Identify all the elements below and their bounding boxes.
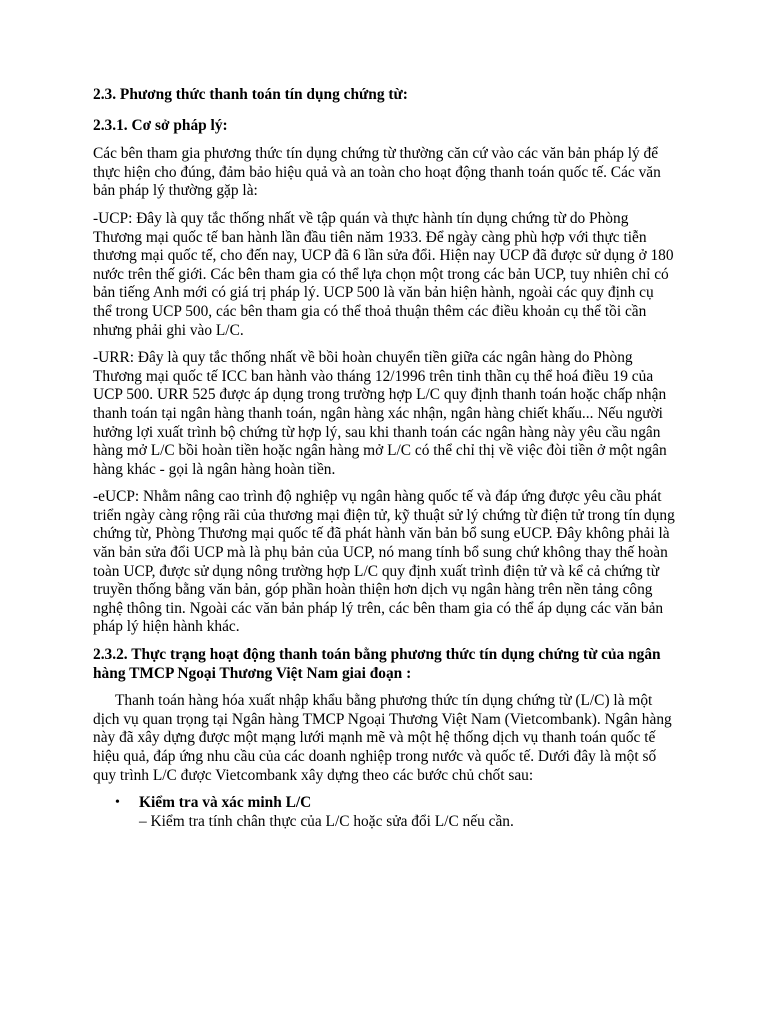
paragraph-eucp: -eUCP: Nhằm nâng cao trình độ nghiệp vụ ngân hàng quốc tế và đáp ứng được yêu cầu phát triển ngày càng rộng rãi của thương mại điện tử, kỹ thuật sử lý chứng từ điện tử trong tín dụng chứng từ, Phòng Thương mại quốc tế đã phát hành văn bản bổ sung eUCP. Đây không phải là văn bản sửa đổi UCP mà là phụ bản của UCP, nó mang tính bổ sung chứ không thay thế hoàn toàn UCP, được sử dụng nông trường hợp L/C quy định xuất trình điện tử và kể cả chứng từ truyền thống bằng văn bản, góp phần hoàn thiện hơn dịch vụ ngân hàng trên nền tảng công nghệ thông tin. Ngoài các văn bản pháp lý trên, các bên tham gia có thể áp dụng các văn bản pháp lý hiện hành khác.	[93, 488, 675, 636]
paragraph-vietcombank: Thanh toán hàng hóa xuất nhập khẩu bằng phương thức tín dụng chứng từ (L/C) là một dịch vụ quan trọng tại Ngân hàng TMCP Ngoại Thương Việt Nam (Vietcombank). Ngân hàng này đã xây dựng được một mạng lưới mạnh mẽ và một hệ thống dịch vụ thanh toán quốc tế hiệu quả, đáp ứng nhu cầu của các doanh nghiệp trong nước và quốc tế. Dưới đây là một số quy trình L/C được Vietcombank xây dựng theo các bước chủ chốt sau:	[93, 692, 672, 784]
subsection-heading-current-status: 2.3.2. Thực trạng hoạt động thanh toán bằng phương thức tín dụng chứng từ của ngân hàng TMCP Ngoại Thương Việt Nam giai đoạn :	[93, 646, 661, 682]
section-heading: 2.3. Phương thức thanh toán tín dụng chứng từ:	[93, 86, 408, 103]
list-item	[93, 794, 675, 831]
paragraph-urr: -URR: Đây là quy tắc thống nhất về bồi hoàn chuyển tiền giữa các ngân hàng do Phòng Thương mại quốc tế ICC ban hành vào tháng 12/1996 trên tinh thần cụ thể hoá điều 19 của UCP 500. URR 525 được áp dụng trong trường hợp L/C quy định thanh toán hoặc chấp nhận thanh toán tại ngân hàng thanh toán, ngân hàng xác nhận, ngân hàng chiết khấu... Nếu người hưởng lợi xuất trình bộ chứng từ hợp lý, sau khi thanh toán các ngân hàng này yêu cầu ngân hàng mở L/C bồi hoàn tiền hoặc ngân hàng mở L/C có thể chỉ thị về việc đòi tiền ở một ngân hàng khác - gọi là ngân hàng hoàn tiền.	[93, 349, 667, 478]
bullet-list	[93, 794, 675, 831]
subsection-heading-legal-basis: 2.3.1. Cơ sở pháp lý:	[93, 116, 228, 134]
bullet-title: Kiểm tra và xác minh L/C	[139, 794, 312, 812]
bullet-detail: – Kiểm tra tính chân thực của L/C hoặc sửa đổi L/C nếu cần.	[139, 812, 514, 830]
paragraph-intro: Các bên tham gia phương thức tín dụng chứng từ thường căn cứ vào các văn bản pháp lý để thực hiện cho đúng, đảm bảo hiệu quả và an toàn cho hoạt động thanh toán quốc tế. Các văn bản pháp lý thường gặp là:	[93, 145, 661, 200]
bullet-icon: •	[115, 795, 120, 811]
paragraph-ucp: -UCP: Đây là quy tắc thống nhất về tập quán và thực hành tín dụng chứng từ do Phòng Thương mại quốc tế ban hành lần đầu tiên năm 1933. Để ngày càng phù hợp với thực tiễn thương mại quốc tế, cho đến nay, UCP đã 6 lần sửa đổi. Hiện nay UCP đã được sử dụng ở 180 nước trên thế giới. Các bên tham gia có thể lựa chọn một trong các bản UCP, tuy nhiên chỉ có bản tiếng Anh mới có giá trị pháp lý. UCP 500 là văn bản hiện hành, ngoài các quy định cụ thể trong UCP 500, các bên tham gia có thể thoả thuận thêm các điều khoản cụ thể tồi cần nhưng phải ghi vào L/C.	[93, 209, 674, 339]
document-page	[93, 86, 675, 831]
